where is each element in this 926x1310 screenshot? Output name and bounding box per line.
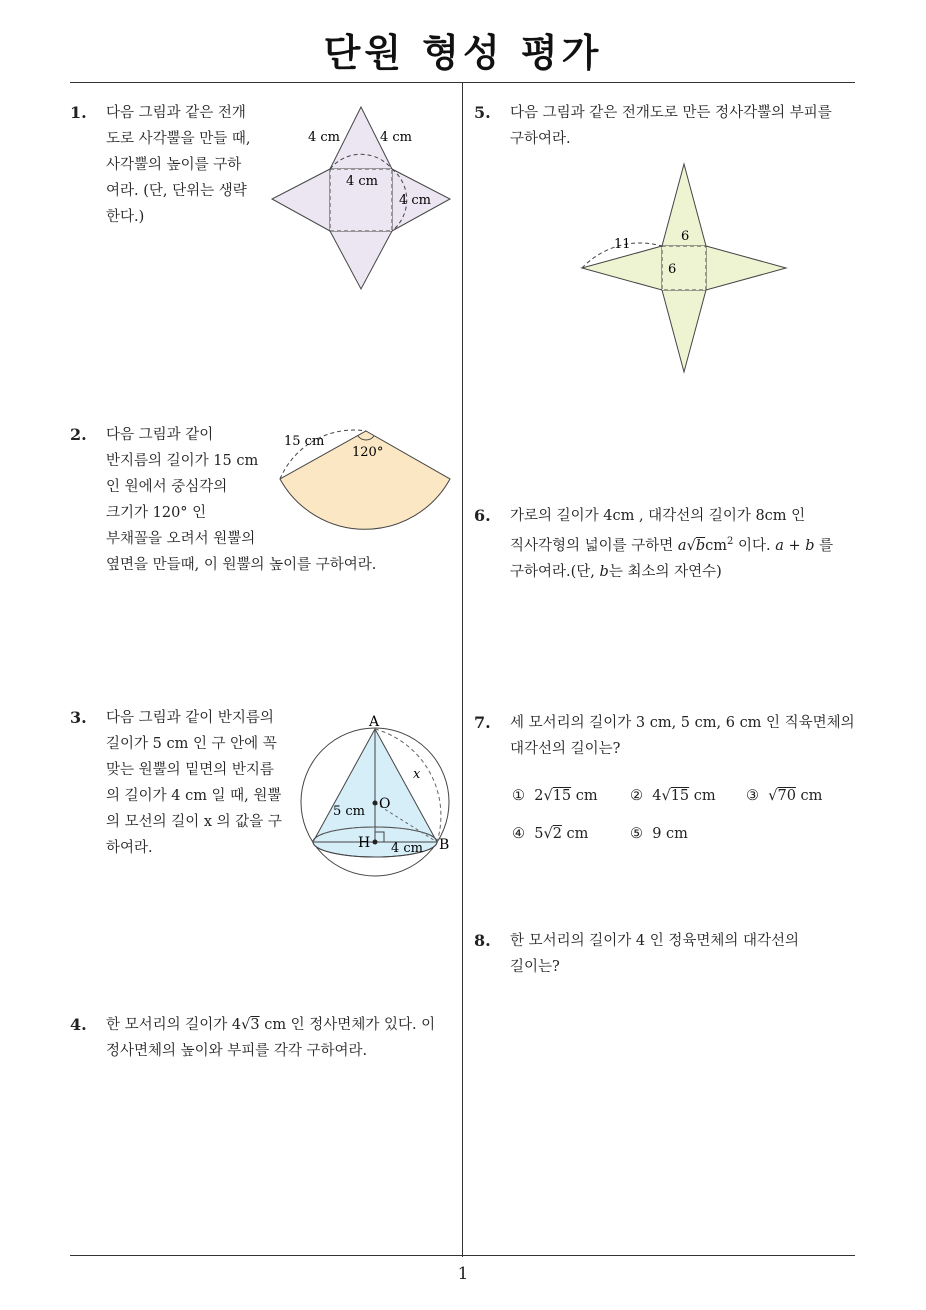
point-label-o: O [379, 796, 391, 812]
question-text: 한다.) [106, 209, 145, 225]
question-text: 세 모서리의 길이가 3 cm, 5 cm, 6 cm 인 직육면체의 [510, 715, 855, 731]
choice-3[interactable]: ③ √70 cm [746, 788, 823, 804]
question-text: 하여라. [106, 840, 153, 856]
star-net-figure [578, 160, 793, 375]
question-text: 직사각형의 넓이를 구하면 a√bcm$^2$ 이다. a + b 를 [510, 536, 834, 554]
question-text: 맞는 원뿔의 밑면의 반지름 [106, 762, 274, 778]
choice-2[interactable]: ② 4√15 cm [630, 788, 716, 804]
point-label-b: B [439, 837, 450, 853]
edge-label: 4 cm [308, 130, 341, 145]
point-label-a: A [369, 714, 380, 730]
bottom-rule [70, 1255, 855, 1256]
question-text: 길이는? [510, 959, 560, 975]
sector-figure [272, 425, 462, 535]
sphere-radius-label: 5 cm [333, 804, 366, 819]
question-number: 2. [70, 425, 87, 444]
question-text: 의 길이가 4 cm 일 때, 원뿔 [106, 788, 282, 804]
question-number: 3. [70, 708, 87, 727]
question-text: 다음 그림과 같은 전개도로 만든 정사각뿔의 부피를 [510, 105, 832, 121]
question-text: 크기가 120° 인 [106, 505, 207, 521]
question-text: 구하여라.(단, b는 최소의 자연수) [510, 563, 722, 580]
side-label: 6 [681, 229, 690, 244]
question-number: 6. [474, 506, 491, 525]
question-text: 대각선의 길이는? [510, 741, 621, 757]
question-text: 반지름의 길이가 15 cm [106, 453, 259, 469]
edge-label: 4 cm [399, 193, 432, 208]
question-text: 가로의 길이가 4cm , 대각선의 길이가 8cm 인 [510, 508, 806, 524]
radius-label: 15 cm [284, 434, 325, 449]
choice-5[interactable]: ⑤ 9 cm [630, 826, 688, 842]
question-text: 여라. (단, 단위는 생략 [106, 183, 247, 199]
question-number: 4. [70, 1015, 87, 1034]
point-label-h: H [358, 835, 371, 851]
page-title: 단원 형성 평가 [323, 31, 603, 75]
question-text: 사각뿔의 높이를 구하 [106, 157, 242, 173]
question-text: 부채꼴을 오려서 원뿔의 [106, 531, 256, 547]
question-number: 1. [70, 103, 87, 122]
question-text: 의 모선의 길이 x 의 값을 구 [106, 814, 282, 830]
side-label: 6 [668, 262, 677, 277]
slant-label: 11 [614, 237, 631, 252]
base-radius-label: 4 cm [391, 841, 424, 856]
question-text: 도로 사각뿔을 만들 때, [106, 131, 251, 147]
edge-label: 4 cm [380, 130, 413, 145]
slant-label: x [413, 767, 421, 782]
question-number: 7. [474, 713, 491, 732]
question-text: 다음 그림과 같은 전개 [106, 105, 246, 121]
question-text: 구하여라. [510, 131, 571, 147]
question-text: 길이가 5 cm 인 구 안에 꼭 [106, 736, 277, 752]
choice-1[interactable]: ① 2√15 cm [512, 788, 598, 804]
page-number: 1 [457, 1264, 469, 1284]
question-number: 5. [474, 103, 491, 122]
question-text: 한 모서리의 길이가 4√3 cm 인 정사면체가 있다. 이 [106, 1017, 436, 1033]
question-text: 인 원에서 중심각의 [106, 479, 228, 495]
question-text: 다음 그림과 같이 [106, 427, 214, 443]
edge-label: 4 cm [346, 174, 379, 189]
question-text: 다음 그림과 같이 반지름의 [106, 710, 274, 726]
angle-label: 120° [352, 445, 384, 460]
column-divider [462, 82, 463, 1257]
question-text: 정사면체의 높이와 부피를 각각 구하여라. [106, 1043, 368, 1059]
sphere-cone-figure [295, 712, 460, 882]
pyramid-net-figure [268, 105, 458, 295]
choice-4[interactable]: ④ 5√2 cm [512, 826, 589, 842]
question-text: 한 모서리의 길이가 4 인 정육면체의 대각선의 [510, 933, 800, 949]
question-text: 옆면을 만들때, 이 원뿔의 높이를 구하여라. [106, 557, 377, 573]
question-number: 8. [474, 931, 491, 950]
